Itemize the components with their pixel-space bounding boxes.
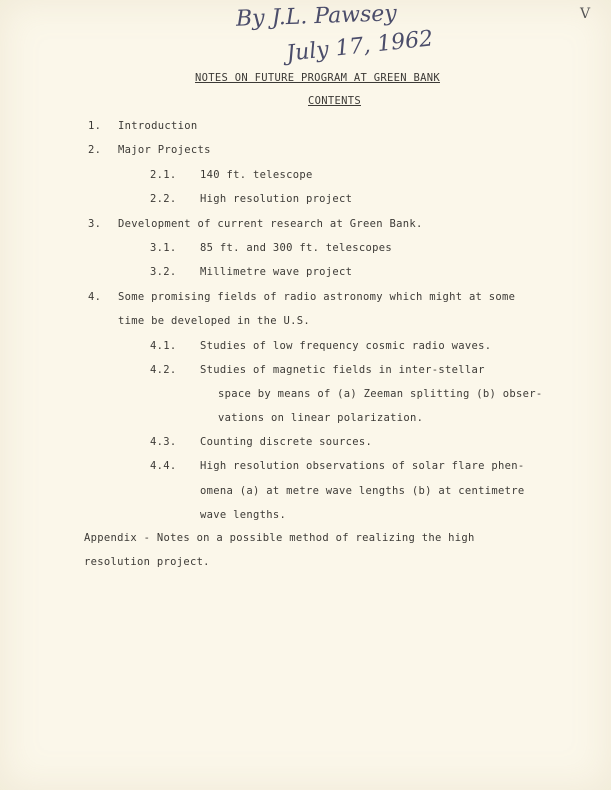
subitem-text: Millimetre wave project xyxy=(200,266,353,278)
handwritten-date: July 17, 1962 xyxy=(285,26,435,67)
item-text: Major Projects xyxy=(118,144,211,156)
corner-check-mark: V xyxy=(580,6,591,22)
contents-heading: CONTENTS xyxy=(308,95,361,107)
subitem-number: 3.1. xyxy=(150,242,177,254)
subitem-text: High resolution observations of solar flare phen- xyxy=(200,460,525,472)
item-number: 2. xyxy=(88,144,102,156)
item-text: Development of current research at Green Bank. xyxy=(118,218,423,230)
subitem-number: 2.2. xyxy=(150,193,177,205)
item-text: Introduction xyxy=(118,120,198,132)
subitem-text: Counting discrete sources. xyxy=(200,436,373,448)
subitem-number: 4.3. xyxy=(150,436,177,448)
item-number: 3. xyxy=(88,218,102,230)
subitem-number: 4.1. xyxy=(150,340,177,352)
handwritten-author: By J.L. Pawsey xyxy=(235,1,398,32)
subitem-number: 3.2. xyxy=(150,266,177,278)
subitem-text: High resolution project xyxy=(200,193,353,205)
item-text-continuation: time be developed in the U.S. xyxy=(118,315,311,327)
subitem-text-continuation: wave lengths. xyxy=(200,509,287,521)
item-number: 1. xyxy=(88,120,102,132)
subitem-text-continuation: space by means of (a) Zeeman splitting (b) obser- xyxy=(218,388,543,400)
subitem-text-continuation: vations on linear polarization. xyxy=(218,412,424,424)
subitem-text: Studies of magnetic fields in inter-stellar xyxy=(200,364,485,376)
subitem-text-continuation: omena (a) at metre wave lengths (b) at centimetre xyxy=(200,485,525,497)
document-title: NOTES ON FUTURE PROGRAM AT GREEN BANK xyxy=(195,72,440,84)
item-number: 4. xyxy=(88,291,102,303)
subitem-number: 2.1. xyxy=(150,169,177,181)
subitem-text: 85 ft. and 300 ft. telescopes xyxy=(200,242,393,254)
item-text: Some promising fields of radio astronomy which might at some xyxy=(118,291,516,303)
subitem-text: Studies of low frequency cosmic radio waves. xyxy=(200,340,492,352)
appendix-line: resolution project. xyxy=(84,556,210,568)
subitem-number: 4.4. xyxy=(150,460,177,472)
subitem-number: 4.2. xyxy=(150,364,177,376)
appendix-line: Appendix - Notes on a possible method of realizing the high xyxy=(84,532,475,544)
subitem-text: 140 ft. telescope xyxy=(200,169,313,181)
